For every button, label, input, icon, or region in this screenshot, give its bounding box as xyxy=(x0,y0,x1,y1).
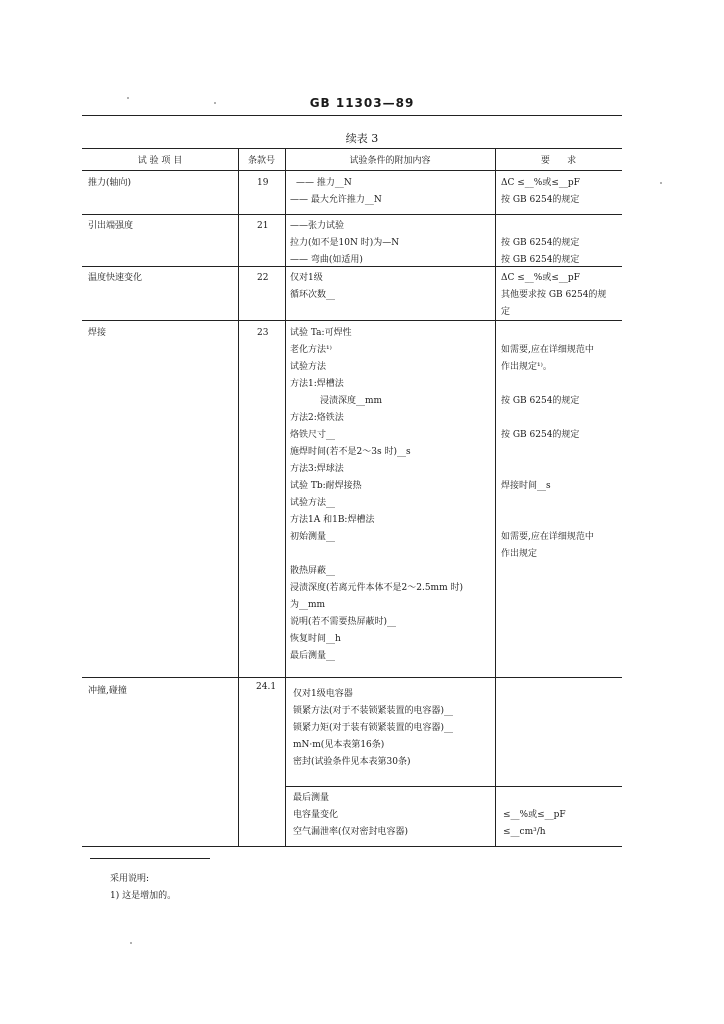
scan-speck xyxy=(127,97,129,99)
condition-line: mN·m(见本表第16条) xyxy=(293,740,385,750)
condition-line: —— 推力__N xyxy=(296,178,352,188)
table-caption: 续表 3 xyxy=(345,132,379,145)
condition-line: 试验方法 xyxy=(290,362,327,372)
condition-line: 试验 Tb:耐焊接热 xyxy=(290,481,362,491)
condition-line: 方法1A 和1B:焊槽法 xyxy=(290,515,375,525)
clause-number: 24.1 xyxy=(256,682,277,692)
condition-line: 浸渍深度__mm xyxy=(320,396,383,406)
footnote-title: 采用说明: xyxy=(110,874,150,884)
condition-line: 方法1:焊槽法 xyxy=(290,379,344,389)
condition-line: 拉力(如不是10N 时)为—N xyxy=(290,238,400,248)
col-header-clause: 条款号 xyxy=(247,156,275,166)
col-header-conditions: 试验条件的附加内容 xyxy=(349,156,431,166)
condition-line: 为__mm xyxy=(290,600,326,610)
standard-number: GB 11303—89 xyxy=(309,96,415,110)
condition-line: 仅对1级 xyxy=(290,273,323,283)
scan-speck xyxy=(660,182,662,184)
test-item: 引出端强度 xyxy=(88,221,134,231)
condition-line: 试验方法__ xyxy=(290,498,336,508)
requirement-line: 如需要,应在详细规范中 xyxy=(501,532,594,542)
clause-number: 21 xyxy=(257,221,269,231)
table-bottom-border xyxy=(82,846,622,847)
row-divider xyxy=(82,214,622,215)
test-item: 推力(轴向) xyxy=(88,178,132,188)
condition-line: 试验 Ta:可焊性 xyxy=(290,328,352,338)
condition-line: 电容量变化 xyxy=(293,810,339,820)
requirement-line: 其他要求按 GB 6254的规 xyxy=(501,290,607,300)
condition-line: 密封(试验条件见本表第30条) xyxy=(293,757,411,767)
condition-line: 烙铁尺寸__ xyxy=(290,430,336,440)
clause-number: 23 xyxy=(257,328,269,338)
footnote-rule xyxy=(90,858,210,859)
condition-line: 锁紧方法(对于不装锁紧装置的电容器)__ xyxy=(293,706,454,716)
requirement-line: 定 xyxy=(501,307,511,317)
test-item: 焊接 xyxy=(88,328,107,338)
column-divider xyxy=(238,148,239,846)
scan-speck xyxy=(214,102,216,104)
scan-speck xyxy=(130,942,132,944)
requirement-line: 按 GB 6254的规定 xyxy=(501,195,580,205)
condition-line: 说明(若不需要热屏蔽时)__ xyxy=(290,617,397,627)
condition-line: 老化方法¹⁾ xyxy=(290,345,332,355)
condition-line: 散热屏蔽__ xyxy=(290,566,336,576)
requirement-line: 按 GB 6254的规定 xyxy=(501,255,580,265)
table-header-border xyxy=(82,170,622,171)
condition-line: 施焊时间(若不是2～3s 时)__s xyxy=(290,447,411,457)
condition-line: 恢复时间__h xyxy=(290,634,341,644)
requirement-line: ≤__%或≤__pF xyxy=(503,810,566,820)
requirement-line: 作出规定¹⁾。 xyxy=(501,362,552,372)
row-subdivider xyxy=(285,786,622,787)
row-divider xyxy=(82,677,622,678)
requirement-line: ≤__cm³/h xyxy=(503,827,546,837)
col-header-requirements: 要 求 xyxy=(540,156,577,166)
condition-line: 空气漏泄率(仅对密封电容器) xyxy=(293,827,409,837)
clause-number: 22 xyxy=(257,273,269,283)
row-divider xyxy=(82,320,622,321)
column-divider xyxy=(495,148,496,846)
test-item: 温度快速变化 xyxy=(88,273,143,283)
condition-line: —— 最大允许推力__N xyxy=(290,195,382,205)
column-divider xyxy=(285,148,286,846)
condition-line: 方法3:焊球法 xyxy=(290,464,344,474)
clause-number: 19 xyxy=(257,178,269,188)
condition-line: ——张力试验 xyxy=(290,221,345,231)
condition-line: 方法2:烙铁法 xyxy=(290,413,344,423)
footnote-text: 1) 这是增加的。 xyxy=(110,891,177,901)
table-top-border xyxy=(82,148,622,149)
condition-line: 仅对1级电容器 xyxy=(293,689,353,699)
condition-line: 锁紧力矩(对于装有锁紧装置的电容器)__ xyxy=(293,723,454,733)
requirement-line: 按 GB 6254的规定 xyxy=(501,430,580,440)
requirement-line: 按 GB 6254的规定 xyxy=(501,396,580,406)
condition-line: 循环次数__ xyxy=(290,290,336,300)
requirement-line: ΔC ≤__%或≤__pF xyxy=(501,273,580,283)
condition-line: —— 弯曲(如适用) xyxy=(290,255,363,265)
requirement-line: 焊接时间__s xyxy=(501,481,551,491)
condition-line: 初始测量__ xyxy=(290,532,336,542)
requirement-line: 作出规定 xyxy=(501,549,538,559)
requirement-line: ΔC ≤__%或≤__pF xyxy=(501,178,580,188)
condition-line: 浸渍深度(若离元件本体不是2～2.5mm 时) xyxy=(290,583,463,593)
requirement-line: 按 GB 6254的规定 xyxy=(501,238,580,248)
col-header-item: 试 验 项 目 xyxy=(137,156,183,166)
condition-line: 最后测量 xyxy=(293,793,330,803)
test-item: 冲撞,碰撞 xyxy=(88,686,127,696)
header-rule xyxy=(82,115,622,116)
requirement-line: 如需要,应在详细规范中 xyxy=(501,345,594,355)
condition-line: 最后测量__ xyxy=(290,651,336,661)
